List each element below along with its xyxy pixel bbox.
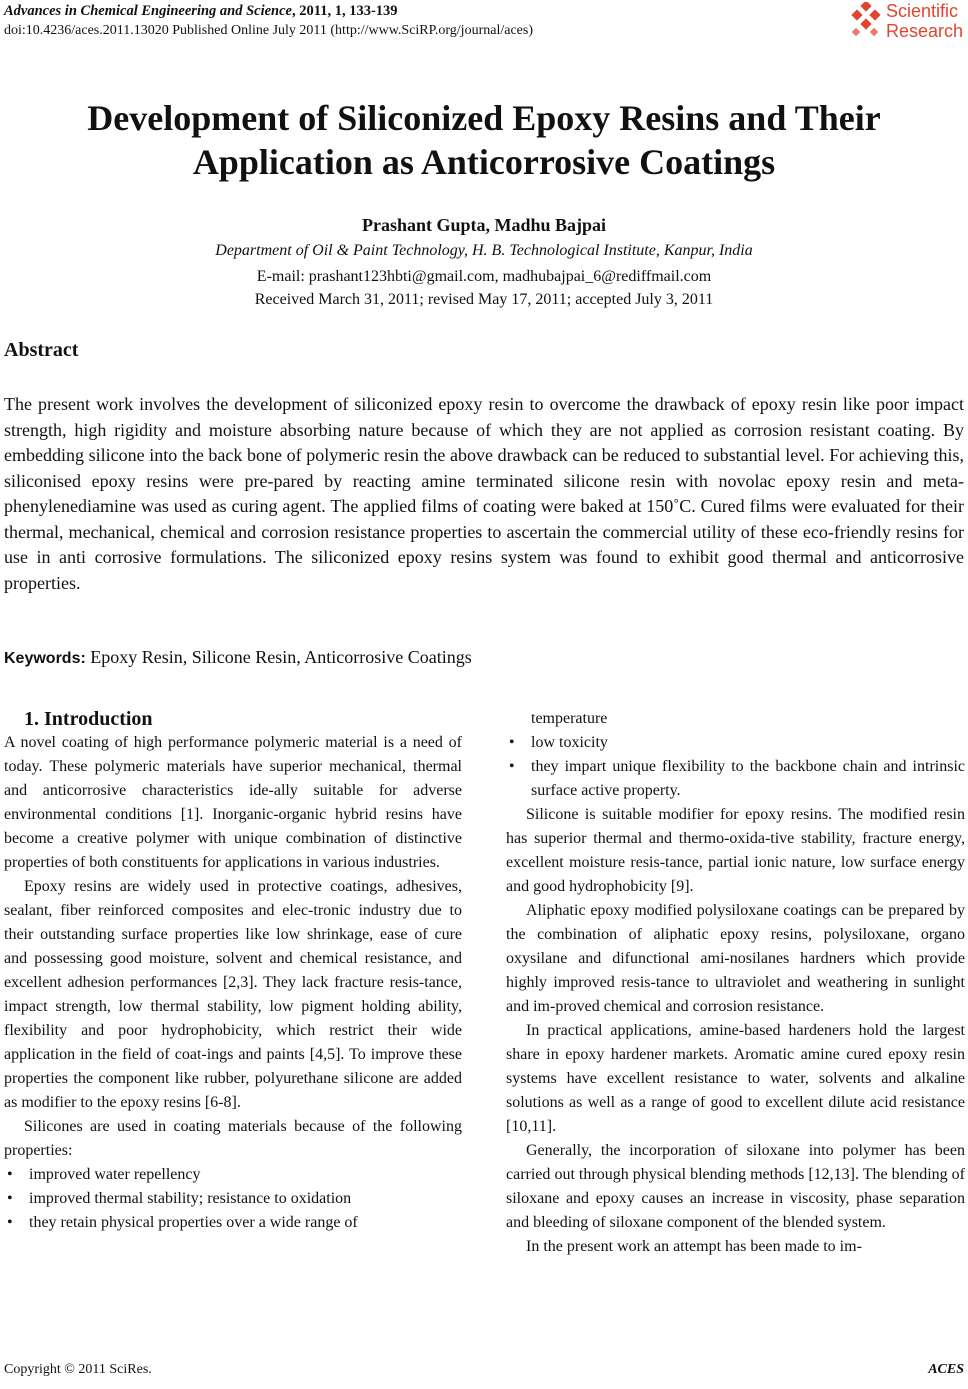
- list-item: • they retain physical properties over a wide range of: [4, 1211, 462, 1235]
- journal-volume: , 2011, 1, 133-139: [292, 3, 398, 19]
- keywords-list: Epoxy Resin, Silicone Resin, Anticorrosive Coatings: [85, 647, 472, 667]
- paper-title: [0, 96, 968, 184]
- received-dates: Received March 31, 2011; revised May 17, 2011; accepted July 3, 2011: [254, 291, 714, 308]
- footer-journal-abbr: ACES: [928, 1362, 964, 1377]
- list-item: • improved thermal stability; resistance to oxidation: [4, 1187, 462, 1211]
- list-item: • improved water repellency: [4, 1163, 462, 1187]
- logo-line1: Scientific: [886, 1, 959, 21]
- silicone-properties-list: [4, 1163, 462, 1235]
- left-column: [4, 707, 462, 1235]
- right-paragraph-3: In practical applications, amine-based hardeners hold the largest share in epoxy hardener markets. Aromatic amine cured epoxy resin systems have excellent resistance to water, solvents and alkaline solutions as well as a range of good to excellent dilute acid resistance [10,11].: [506, 1022, 965, 1135]
- right-column: [506, 707, 965, 1259]
- right-paragraph-5: In the present work an attempt has been made to im-: [526, 1238, 862, 1255]
- keywords: [4, 647, 472, 668]
- journal-name: Advances in Chemical Engineering and Science: [4, 3, 292, 19]
- email-line: E-mail: prashant123hbti@gmail.com, madhubajpai_6@rediffmail.com: [256, 268, 712, 285]
- left-paragraph-3: Silicones are used in coating materials because of the following properties:: [4, 1118, 462, 1159]
- right-paragraph-1: Silicone is suitable modifier for epoxy resins. The modified resin has superior thermal and thermo-oxida-tive stability, fracture energy, excellent moisture resis-tance, partial ionic nature, low surface energy and good hydrophobicity [9].: [506, 806, 965, 895]
- affiliation: Department of Oil & Paint Technology, H. B. Technological Institute, Kanpur, India: [215, 242, 753, 259]
- list-item: • low toxicity: [506, 731, 965, 755]
- left-paragraph-1: A novel coating of high performance polymeric material is a need of today. These polymeric materials have superior mechanical, thermal and anticorrosive characteristics ide-ally suitable for adverse environmental conditions [1]. Inorganic-organic hybrid resins have become a creative polymer with unique combination of distinctive properties of both constituents for applications in various industries.: [4, 734, 462, 871]
- logo-text: [886, 1, 963, 41]
- intro-heading: 1. Introduction: [24, 708, 153, 730]
- keywords-label: Keywords:: [4, 650, 86, 667]
- logo-line2: Research: [886, 21, 964, 41]
- doi-line: doi:10.4236/aces.2011.13020 Published Online July 2011 (http://www.SciRP.org/journal/aces): [4, 23, 533, 38]
- right-paragraph-4: Generally, the incorporation of siloxane into polymer has been carried out through physical blending methods [12,13]. The blending of siloxane and epoxy causes an increase in viscosity, phase separation and bleeding of siloxane component of the blended system.: [506, 1142, 965, 1231]
- footer-copyright: Copyright © 2011 SciRes.: [4, 1362, 152, 1377]
- logo-mark-icon: [848, 2, 884, 42]
- title-line2: Application as Anticorrosive Coatings: [192, 142, 776, 182]
- right-paragraph-2: Aliphatic epoxy modified polysiloxane coatings can be prepared by the combination of aliphatic epoxy resins, polysiloxane, organo oxysilane and difunctional ami-nosilanes hardners which provide highly improved resis-tance to ultraviolet and weathering in sunlight and im-proved chemical and corrosion resistance.: [506, 902, 965, 1015]
- abstract-text: The present work involves the development of siliconized epoxy resin to overcome the drawback of epoxy resin like poor impact strength, high rigidity and moisture absorbing nature because of which they are not applied as corrosion resistant coating. By embedding silicone into the back bone of polymeric resin the above drawback can be reduced to substantial level. For achieving this, siliconised epoxy resins were pre-pared by reacting amine terminated silicone resin with novolac epoxy resin and meta-phenylenediamine was used as curing agent. The applied films of coating were baked at 150˚C. Cured films were evaluated for their thermal, mechanical, chemical and corrosion resistance properties to ascertain the commercial utility of these eco-friendly resins for use in anti corrosive formulations. The siliconized epoxy resins system was found to exhibit good thermal and anticorrosive properties.: [4, 394, 964, 593]
- journal-header: [4, 3, 398, 20]
- list-item-continuation: temperature: [531, 710, 608, 727]
- silicone-properties-list-cont: [506, 707, 965, 803]
- authors: Prashant Gupta, Madhu Bajpai: [361, 215, 607, 235]
- title-line1: Development of Siliconized Epoxy Resins and Their: [87, 98, 881, 138]
- publisher-logo: [848, 0, 968, 44]
- abstract-heading: Abstract: [4, 339, 79, 361]
- list-item: • they impart unique flexibility to the backbone chain and intrinsic surface active property.: [506, 755, 965, 803]
- left-paragraph-2: Epoxy resins are widely used in protective coatings, adhesives, sealant, fiber reinforced composites and elec-tronic industry due to their outstanding surface properties like low shrinkage, ease of cure and possessing good moisture, solvent and chemical resistance, and excellent adhesion performances [2,3]. They lack fracture resis-tance, impact strength, low thermal stability, low pigment holding ability, flexibility and poor hydrophobicity, which restrict their wide application in the field of coat-ings and paints [4,5]. To improve these properties the component like rubber, polyurethane silicone are added as modifier to the epoxy resins [6-8].: [4, 878, 462, 1111]
